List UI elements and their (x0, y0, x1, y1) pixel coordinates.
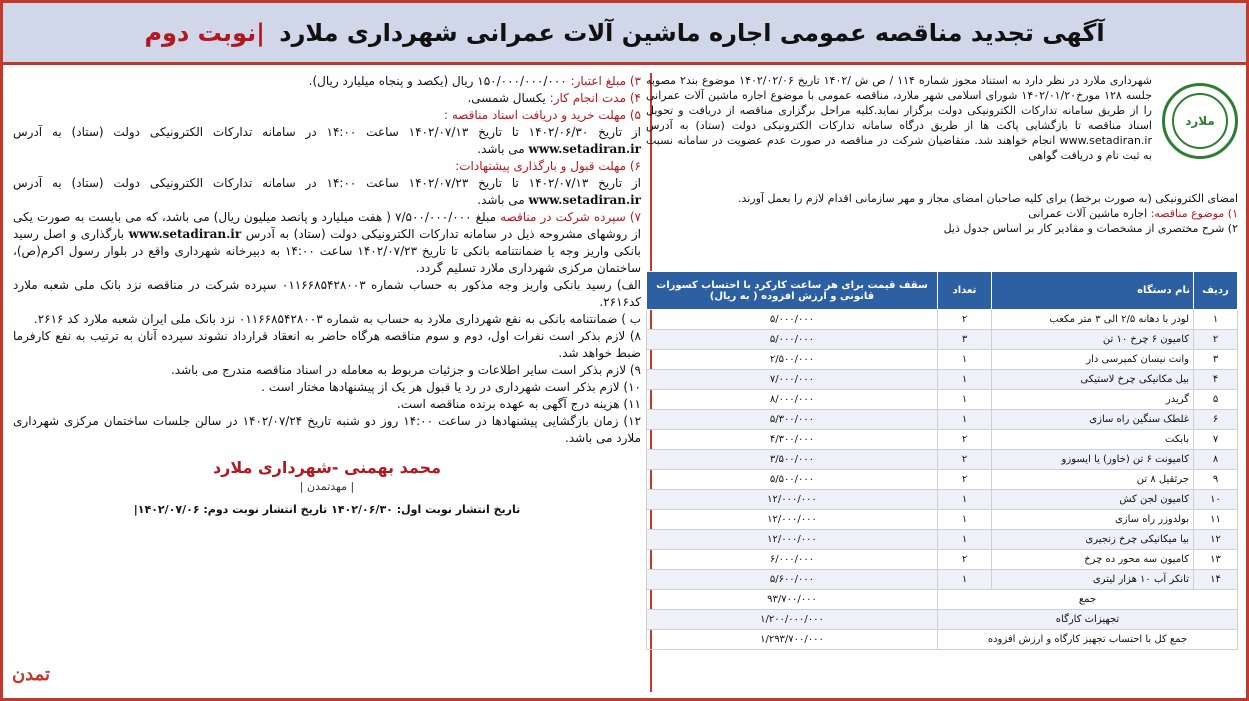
workshop-label: تجهیزات کارگاه (938, 610, 1238, 630)
cell-idx: ۲ (1194, 330, 1238, 350)
accept-label: ۶) مهلت قبول و بارگذاری پیشنهادات: (455, 159, 641, 173)
subject-value: اجاره ماشین آلات عمرانی (1028, 207, 1148, 220)
publication-dates: تاریخ انتشار نوبت اول: ۱۴۰۲/۰۶/۳۰ تاریخ انتشار نوبت دوم: ۱۴۰۲/۰۷/۰۶| (133, 503, 521, 516)
subject-line (646, 206, 1238, 221)
cell-qty: ۲ (938, 470, 992, 490)
credit-value: ۱۵۰/۰۰۰/۰۰۰/۰۰۰ ریال (یکصد و پنجاه میلیارد ریال). (308, 74, 567, 88)
item-11: ۱۱) هزینه درج آگهی به عهده برنده مناقصه است. (396, 397, 641, 411)
cell-name: غلطک سنگین راه سازی (992, 410, 1194, 430)
setadiran-link[interactable]: www.setadiran.ir (528, 142, 641, 156)
cell-qty: ۱ (938, 350, 992, 370)
cell-idx: ۱۳ (1194, 550, 1238, 570)
cell-name: جرثقیل ۸ تن (992, 470, 1194, 490)
deposit-text (13, 209, 641, 277)
table-row (647, 470, 1238, 490)
cell-name: وانت نیسان کمپرسی دار (992, 350, 1194, 370)
municipality-logo (1162, 83, 1238, 159)
signature-name: محمد بهمنی -شهرداری ملارد (212, 458, 442, 477)
cell-qty: ۲ (938, 550, 992, 570)
header-price: سقف قیمت برای هر ساعت کارکرد با احتساب کسورات قانونی و ارزش افزوده ( به ریال) (647, 272, 938, 310)
item-10: ۱۰) لازم بذکر است شهرداری در رد یا قبول هر یک از پیشنهادها مختار است . (261, 380, 641, 394)
table-row (647, 550, 1238, 570)
table-row (647, 510, 1238, 530)
cell-qty: ۱ (938, 390, 992, 410)
cell-qty: ۳ (938, 330, 992, 350)
cell-price: ۱۲/۰۰۰/۰۰۰ (647, 510, 938, 530)
cell-price: ۵/۶۰۰/۰۰۰ (647, 570, 938, 590)
notice-title (144, 19, 1104, 47)
cell-qty: ۲ (938, 450, 992, 470)
cell-name: بولدوزر راه سازی (992, 510, 1194, 530)
cell-qty: ۱ (938, 510, 992, 530)
item-9: ۹) لازم بذکر است سایر اطلاعات و جزئیات مربوط به معامله در اسناد مناقصه مندرج می باشد. (170, 363, 641, 377)
cell-price: ۱۲/۰۰۰/۰۰۰ (647, 490, 938, 510)
purchase-text-body: از تاریخ ۱۴۰۲/۰۶/۳۰ تا تاریخ ۱۴۰۲/۰۷/۱۳ ساعت ۱۴:۰۰ در سامانه تدارکات الکترونیکی دولت (ستاد) به آدرس (13, 125, 641, 139)
cell-idx: ۱۴ (1194, 570, 1238, 590)
cell-qty: ۱ (938, 490, 992, 510)
cell-qty: ۱ (938, 530, 992, 550)
cell-idx: ۳ (1194, 350, 1238, 370)
table-row (647, 310, 1238, 330)
sum-value: ۹۳/۷۰۰/۰۰۰ (647, 590, 938, 610)
cell-price: ۵/۰۰۰/۰۰۰ (647, 310, 938, 330)
cell-name: کامیونت ۶ تن (خاور) یا ایسوزو (992, 450, 1194, 470)
right-column (646, 73, 1238, 698)
table-row (647, 530, 1238, 550)
header-banner (3, 3, 1246, 65)
cell-name: گریدر (992, 390, 1194, 410)
cell-idx: ۱ (1194, 310, 1238, 330)
sum-row (647, 590, 1238, 610)
table-row (647, 450, 1238, 470)
turn-label: |نوبت دوم (144, 18, 265, 47)
cell-idx: ۹ (1194, 470, 1238, 490)
purchase-end: می باشد. (477, 142, 525, 156)
cell-price: ۵/۵۰۰/۰۰۰ (647, 470, 938, 490)
cell-price: ۷/۰۰۰/۰۰۰ (647, 370, 938, 390)
deposit-label: ۷) سپرده شرکت در مناقصه (500, 210, 641, 224)
tamadon-brand-logo: تمدن (11, 663, 51, 685)
cell-price: ۱۲/۰۰۰/۰۰۰ (647, 530, 938, 550)
cell-qty: ۱ (938, 410, 992, 430)
cell-idx: ۷ (1194, 430, 1238, 450)
cell-name: لودر با دهانه ۲/۵ الی ۳ متر مکعب (992, 310, 1194, 330)
duration-label: ۴) مدت انجام کار: (549, 91, 641, 105)
cell-price: ۳/۵۰۰/۰۰۰ (647, 450, 938, 470)
cell-price: ۵/۰۰۰/۰۰۰ (647, 330, 938, 350)
table-row (647, 410, 1238, 430)
cell-name: کامیون لجن کش (992, 490, 1194, 510)
table-row (647, 330, 1238, 350)
cell-idx: ۸ (1194, 450, 1238, 470)
table-row (647, 370, 1238, 390)
title-text: آگهی تجدید مناقصه عمومی اجاره ماشین آلات عمرانی شهرداری ملارد (279, 18, 1105, 47)
table-row (647, 490, 1238, 510)
table-header-row (647, 272, 1238, 310)
cell-idx: ۵ (1194, 390, 1238, 410)
cell-qty: ۲ (938, 310, 992, 330)
purchase-text (13, 124, 641, 158)
cell-idx: ۶ (1194, 410, 1238, 430)
cell-idx: ۱۱ (1194, 510, 1238, 530)
total-value: ۱/۲۹۳/۷۰۰/۰۰۰ (647, 630, 938, 650)
table-row (647, 430, 1238, 450)
credit-label: ۳) مبلغ اعتبار: (570, 74, 641, 88)
item-8: ۸) لازم بذکر است نفرات اول، دوم و سوم مناقصه هرگاه حاضر به انعقاد قرارداد نشوند سپرده آنان به ترتیب به نفع کارفرما ضبط خواهد شد. (13, 329, 641, 360)
duration-line (13, 90, 641, 107)
intro-full-text: امضای الکترونیکی (به صورت برخط) برای کلیه صاحبان امضای مجاز و مهر سازمانی اقدام لازم را بعمل آورند. (737, 192, 1238, 205)
accept-end: می باشد. (477, 193, 525, 207)
cell-qty: ۱ (938, 570, 992, 590)
accept-text (13, 175, 641, 209)
cell-price: ۶/۰۰۰/۰۰۰ (647, 550, 938, 570)
cell-price: ۸/۰۰۰/۰۰۰ (647, 390, 938, 410)
cell-qty: ۲ (938, 430, 992, 450)
header-name: نام دستگاه (992, 272, 1194, 310)
cell-price: ۲/۵۰۰/۰۰۰ (647, 350, 938, 370)
logo-emblem-icon: ملارد (1172, 93, 1228, 149)
cell-price: ۵/۳۰۰/۰۰۰ (647, 410, 938, 430)
purchase-label: ۵) مهلت خرید و دریافت اسناد مناقصه : (443, 108, 641, 122)
cell-name: بیا میکانیکی چرخ زنجیری (992, 530, 1194, 550)
cell-idx: ۱۲ (1194, 530, 1238, 550)
cell-name: بیل مکانیکی چرخ لاستیکی (992, 370, 1194, 390)
setadiran-link-2[interactable]: www.setadiran.ir (528, 193, 641, 207)
cell-name: بابکت (992, 430, 1194, 450)
intro-continuation (646, 191, 1238, 236)
table-row (647, 350, 1238, 370)
cell-name: تانکر آب ۱۰ هزار لیتری (992, 570, 1194, 590)
subject-label: ۱) موضوع مناقصه: (1150, 207, 1238, 220)
item-12: ۱۲) زمان بازگشایی پیشنهادها در ساعت ۱۴:۰۰ روز دو شنبه تاریخ ۱۴۰۲/۰۷/۲۴ در سالن جلسات ساختمان مرکزی شهرداری ملارد می باشد. (13, 414, 642, 445)
table-row (647, 390, 1238, 410)
machinery-table (646, 271, 1238, 650)
total-row (647, 630, 1238, 650)
deposit-item-a: الف) رسید بانکی واریز وجه مذکور به حساب شماره ۰۱۱۶۶۸۵۴۲۸۰۰۳ سپرده شرکت در مناقصه نزد بانک ملی شعبه ملارد کد۲۶۱۶. (13, 278, 642, 309)
accept-text-body: از تاریخ ۱۴۰۲/۰۷/۱۳ تا تاریخ ۱۴۰۲/۰۷/۲۳ ساعت ۱۴:۰۰ در سامانه تدارکات الکترونیکی دولت (ستاد) به آدرس (13, 176, 641, 190)
header-qty: تعداد (938, 272, 992, 310)
cell-idx: ۱۰ (1194, 490, 1238, 510)
specs-line: ۲) شرح مختصری از مشخصات و مقادیر کار بر اساس جدول ذیل (943, 222, 1238, 235)
duration-value: یکسال شمسی. (467, 91, 546, 105)
left-column (13, 73, 641, 698)
workshop-row (647, 610, 1238, 630)
cell-qty: ۱ (938, 370, 992, 390)
intro-paragraph: شهرداری ملارد در نظر دارد به استناد مجوز شماره ۱۱۴ / ص ش /۱۴۰۲ تاریخ ۱۴۰۲/۰۲/۰۶ موضوع بند۲ مصوبه جلسه ۱۲۸ مورخ۱۴۰۲/۰۱/۲۰ شورای اسلامی شهر ملارد، مناقصه عمومی با موضوع اجاره ماشین آلات عمرانی را از طریق سامانه تدارکات الکترونیکی دولت برگزار نماید.کلیه مراحل برگزاری مناقصه از دریافت و تحویل اسناد مناقصه تا بازگشایی پاکت ها از طریق درگاه سامانه تدارکات الکترونیکی دولت (ستاد) به آدرس www.setadiran.ir انجام خواهند شد. متقاضیان شرکت در مناقصه در صورت عدم عضویت در سامانه نسبت به ثبت نام و دریافت گواهی (646, 74, 1153, 162)
cell-idx: ۴ (1194, 370, 1238, 390)
cell-price: ۴/۳۰۰/۰۰۰ (647, 430, 938, 450)
credit-line (13, 73, 641, 90)
sum-label: جمع (938, 590, 1238, 610)
total-label: جمع کل با احتساب تجهیز کارگاه و ارزش افزوده (938, 630, 1238, 650)
table-row (647, 570, 1238, 590)
setadiran-link-3[interactable]: www.setadiran.ir (128, 227, 242, 241)
cell-name: کامیون سه محور ده چرخ (992, 550, 1194, 570)
workshop-value: ۱/۲۰۰/۰۰۰/۰۰۰ (647, 610, 938, 630)
cell-name: کامیون ۶ چرخ ۱۰ تن (992, 330, 1194, 350)
deposit-text-body-2: بارگذاری و اصل رسید بانکی واریز وجه یا ضمانتنامه بانکی تا تاریخ ۱۴۰۲/۰۷/۲۳ ساعت ۱۴:۰۰ به دبیرخانه شهرداری واقع در بلوار رسول اکرم(ص)، ساختمان مرکزی شهرداری ملارد تسلیم گردد. (13, 227, 641, 275)
deposit-text-body: مبلغ ۷/۵۰۰/۰۰۰/۰۰۰ ( هفت میلیارد و پانصد میلیون ریال) می باشد، که می بایست به صورت یکی از روشهای مشروحه ذیل در سامانه تدارکات الکترونیکی دولت (ستاد) به آدرس (13, 210, 641, 241)
header-idx: ردیف (1194, 272, 1238, 310)
signature-seal: | مهدتمدن | (299, 480, 355, 493)
deposit-item-b: ب ) ضمانتنامه بانکی به نفع شهرداری ملارد به حساب به شماره ۰۱۱۶۶۸۵۴۲۸۰۰۳ نزد بانک ملی ایران شعبه ملارد کد ۲۶۱۶. (33, 312, 641, 326)
